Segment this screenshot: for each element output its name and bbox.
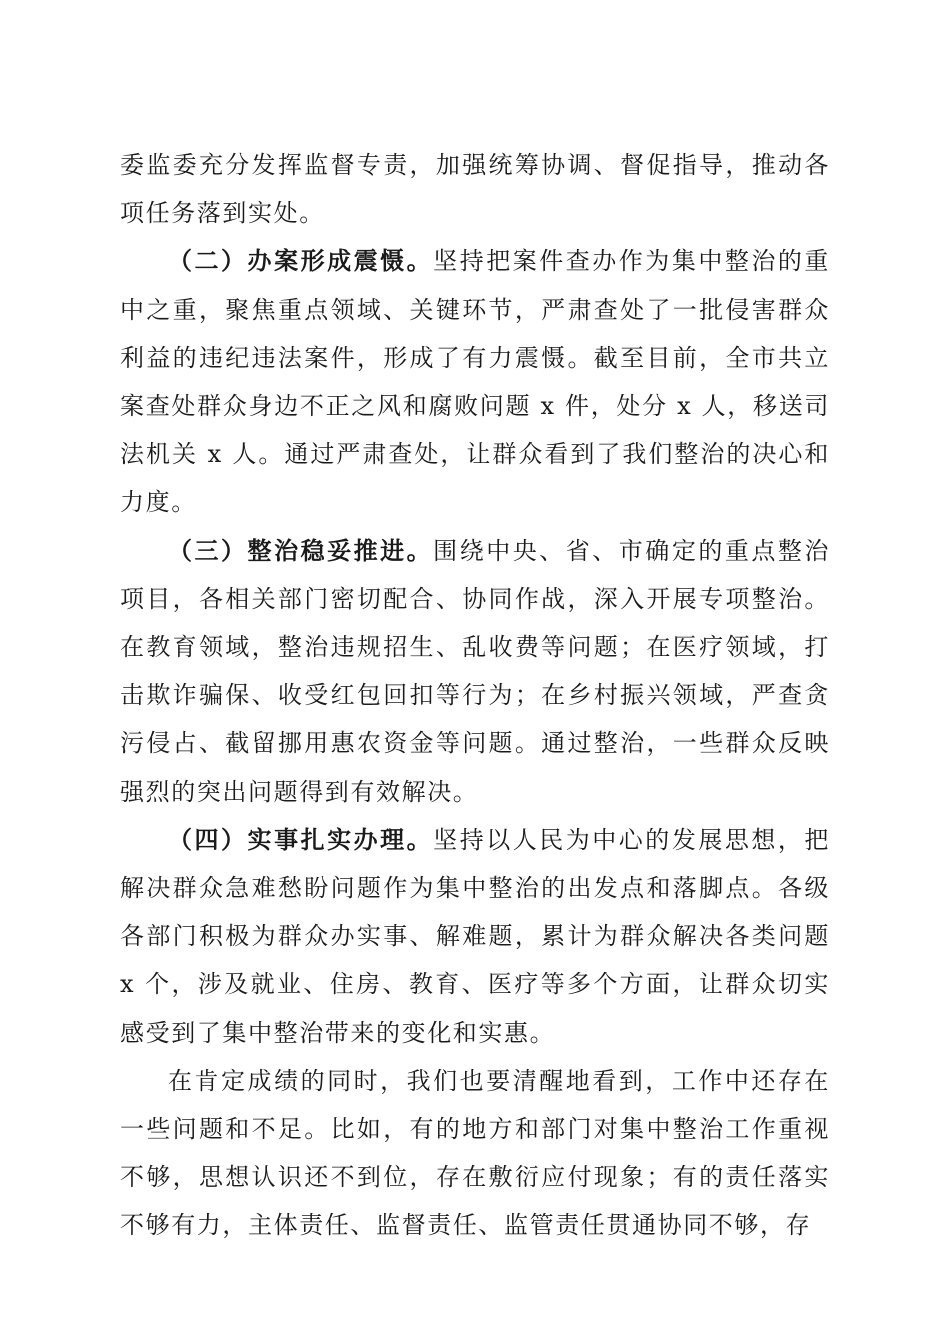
paragraph-text: 坚持以人民为中心的发展思想，把解决群众急难愁盼问题作为集中整治的出发点和落脚点。各级各部门积极为群众办实事、解难题，累计为群众解决各类问题 x 个，涉及就业、住房、教育、医疗等多个方面，让群众切实感受到了集中整治带来的变化和实惠。 [120,825,831,1047]
paragraph-practical-matters [120,816,830,1057]
paragraph-text: 委监委充分发挥监督专责，加强统筹协调、督促指导，推动各项任务落到实处。 [120,151,830,228]
paragraph-text: 坚持把案件查办作为集中整治的重中之重，聚焦重点领域、关键环节，严肃查处了一批侵害群众利益的违纪违法案件，形成了有力震慑。截至目前，全市共立案查处群众身边不正之风和腐败问题 x 件，处分 x 人，移送司法机关 x 人。通过严肃查处，让群众看到了我们整治的决心和力度。 [120,247,831,517]
paragraph-text: 在肯定成绩的同时，我们也要清醒地看到，工作中还存在一些问题和不足。比如，有的地方和部门对集中整治工作重视不够，思想认识还不到位，存在敷衍应付现象；有的责任落实不够有力，主体责任、监督责任、监管责任贯通协同不够，存 [120,1066,830,1240]
section-heading: （二）办案形成震慑。 [168,246,434,276]
paragraph-shortcomings [120,1057,830,1250]
document-body [120,141,830,1250]
paragraph-text: 围绕中央、省、市确定的重点整治项目，各相关部门密切配合、协同作战，深入开展专项整治。在教育领域，整治违规招生、乱收费等问题；在医疗领域，打击欺诈骗保、收受红包回扣等行为；在乡村振兴领域，严查贪污侵占、截留挪用惠农资金等问题。通过整治，一些群众反映强烈的突出问题得到有效解决。 [120,536,831,806]
section-heading: （四）实事扎实办理。 [168,824,434,854]
paragraph-continuation [120,141,830,237]
paragraph-rectification [120,527,830,816]
paragraph-case-handling [120,237,830,526]
section-heading: （三）整治稳妥推进。 [168,535,434,565]
